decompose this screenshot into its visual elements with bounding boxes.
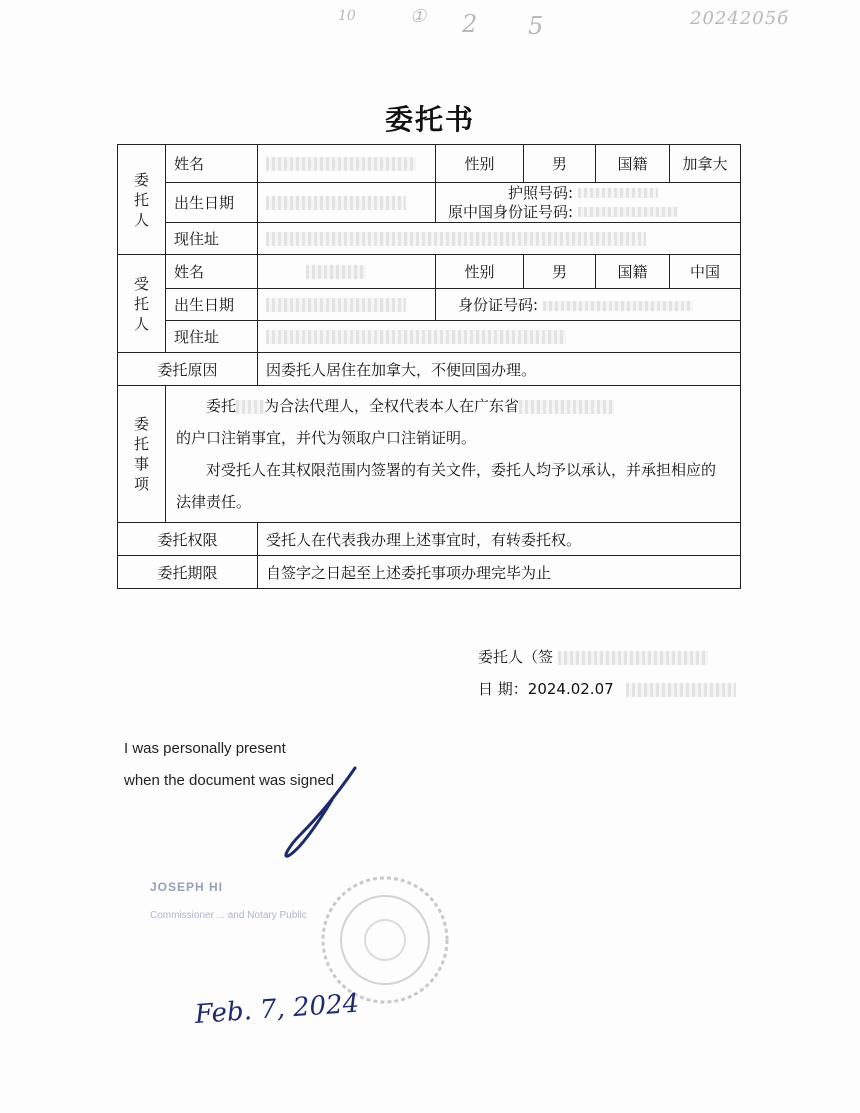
matters-paragraph-1: [176, 390, 730, 454]
redacted-block: [626, 683, 736, 697]
power-of-attorney-table: [117, 144, 741, 589]
authority-row: [118, 523, 741, 556]
redacted-block: [519, 400, 614, 414]
agent-nationality-value: 中国: [670, 255, 741, 289]
redacted-block: [543, 301, 693, 311]
agent-row-dob: [118, 289, 741, 321]
client-row-dob: [118, 183, 741, 223]
client-name-label: 姓名: [166, 145, 258, 183]
handwritten-mark-1: 10: [338, 8, 356, 24]
vertical-label-char: 托: [133, 435, 149, 453]
agent-id-label: 身份证号码:: [458, 296, 539, 314]
redacted-block: [266, 298, 406, 312]
redacted-block: [236, 400, 264, 414]
agent-address-label: 现住址: [166, 321, 258, 353]
redacted-block: [266, 157, 416, 171]
client-section-text: [118, 170, 165, 230]
client-gender-label: 性别: [436, 145, 524, 183]
matters-p1-mid: 为合法代理人，全权代表本人在广东省: [264, 397, 520, 415]
term-row: [118, 556, 741, 589]
client-address-value: [258, 223, 741, 255]
handwritten-mark-4: 5: [528, 12, 544, 40]
matters-p1-start: 委托: [206, 397, 237, 415]
vertical-label-char: 人: [133, 314, 149, 333]
redacted-block: [578, 188, 658, 198]
matters-text: [166, 386, 741, 523]
agent-gender-label: 性别: [436, 255, 524, 289]
redacted-block: [306, 265, 366, 279]
date-label: 日 期：: [478, 680, 528, 698]
reference-number: 2024205б: [690, 8, 790, 29]
client-gender-value: 男: [524, 145, 596, 183]
client-name-value: [258, 145, 436, 183]
notary-signature: [270, 760, 380, 870]
document-title: 委托书: [384, 103, 475, 136]
date-value: 2024.02.07: [527, 680, 614, 698]
date-line: [478, 678, 736, 699]
vertical-label-char: 事: [133, 455, 149, 473]
matters-label: [118, 386, 166, 523]
term-label: 委托期限: [118, 556, 258, 589]
reason-row: [118, 353, 741, 386]
handwritten-date: Feb. 7, 2024: [193, 988, 361, 1030]
client-nationality-label: 国籍: [596, 145, 670, 183]
agent-address-value: [258, 321, 741, 353]
notary-statement-line-1: I was personally present: [124, 740, 286, 757]
vertical-label-char: 项: [133, 475, 149, 493]
authority-label: 委托权限: [118, 523, 258, 556]
matters-row: [118, 386, 741, 523]
client-nationality-value: 加拿大: [670, 145, 741, 183]
reason-text: 因委托人居住在加拿大，不便回国办理。: [258, 353, 741, 386]
redacted-block: [266, 196, 406, 210]
client-id-cell: [436, 183, 741, 223]
client-row-address: [118, 223, 741, 255]
client-passport-line: [448, 184, 732, 203]
client-dob-value: [258, 183, 436, 223]
agent-gender-value: 男: [524, 255, 596, 289]
matters-label-text: [118, 414, 165, 494]
notary-statement-line-2: when the document was signed: [124, 772, 335, 789]
handwritten-mark-3: 2: [462, 10, 478, 38]
agent-name-label: 姓名: [166, 255, 258, 289]
agent-dob-label: 出生日期: [166, 289, 258, 321]
agent-section-label: [118, 255, 166, 353]
stamp-subtitle: Commissioner ... and Notary Public: [150, 910, 307, 921]
client-section-label: [118, 145, 166, 255]
client-row-name: [118, 145, 741, 183]
matters-p1-end: 的户口注销事宜，并代为领取户口注销证明。: [176, 429, 477, 447]
client-former-id-label: 原中国身份证号码:: [448, 202, 574, 221]
redacted-block: [558, 651, 708, 665]
vertical-label-char: 委: [133, 415, 149, 433]
client-former-id-line: [448, 203, 732, 222]
vertical-label-char: 托: [133, 190, 149, 209]
signer-line: [478, 646, 708, 667]
authority-text: 受托人在代表我办理上述事宜时，有转委托权。: [258, 523, 741, 556]
agent-nationality-label: 国籍: [596, 255, 670, 289]
stamp-name: JOSEPH HI: [150, 880, 224, 894]
client-address-label: 现住址: [166, 223, 258, 255]
reason-label: 委托原因: [118, 353, 258, 386]
client-passport-label: 护照号码:: [508, 183, 574, 202]
vertical-label-char: 托: [133, 294, 149, 313]
agent-dob-value: [258, 289, 436, 321]
agent-name-value: [258, 255, 436, 289]
agent-row-address: [118, 321, 741, 353]
matters-paragraph-2: 对受托人在其权限范围内签署的有关文件，委托人均予以承认，并承担相应的法律责任。: [176, 461, 717, 511]
signer-label: 委托人（签: [478, 648, 554, 666]
redacted-block: [266, 330, 566, 344]
vertical-label-char: 人: [133, 210, 149, 229]
agent-id-cell: [436, 289, 741, 321]
agent-row-name: [118, 255, 741, 289]
vertical-label-char: 委: [133, 170, 149, 189]
term-text: 自签字之日起至上述委托事项办理完毕为止: [258, 556, 741, 589]
redacted-block: [578, 207, 678, 217]
client-dob-label: 出生日期: [166, 183, 258, 223]
redacted-block: [266, 232, 646, 246]
vertical-label-char: 受: [133, 274, 149, 293]
agent-section-text: [118, 274, 165, 334]
handwritten-mark-2: ①: [410, 6, 427, 27]
